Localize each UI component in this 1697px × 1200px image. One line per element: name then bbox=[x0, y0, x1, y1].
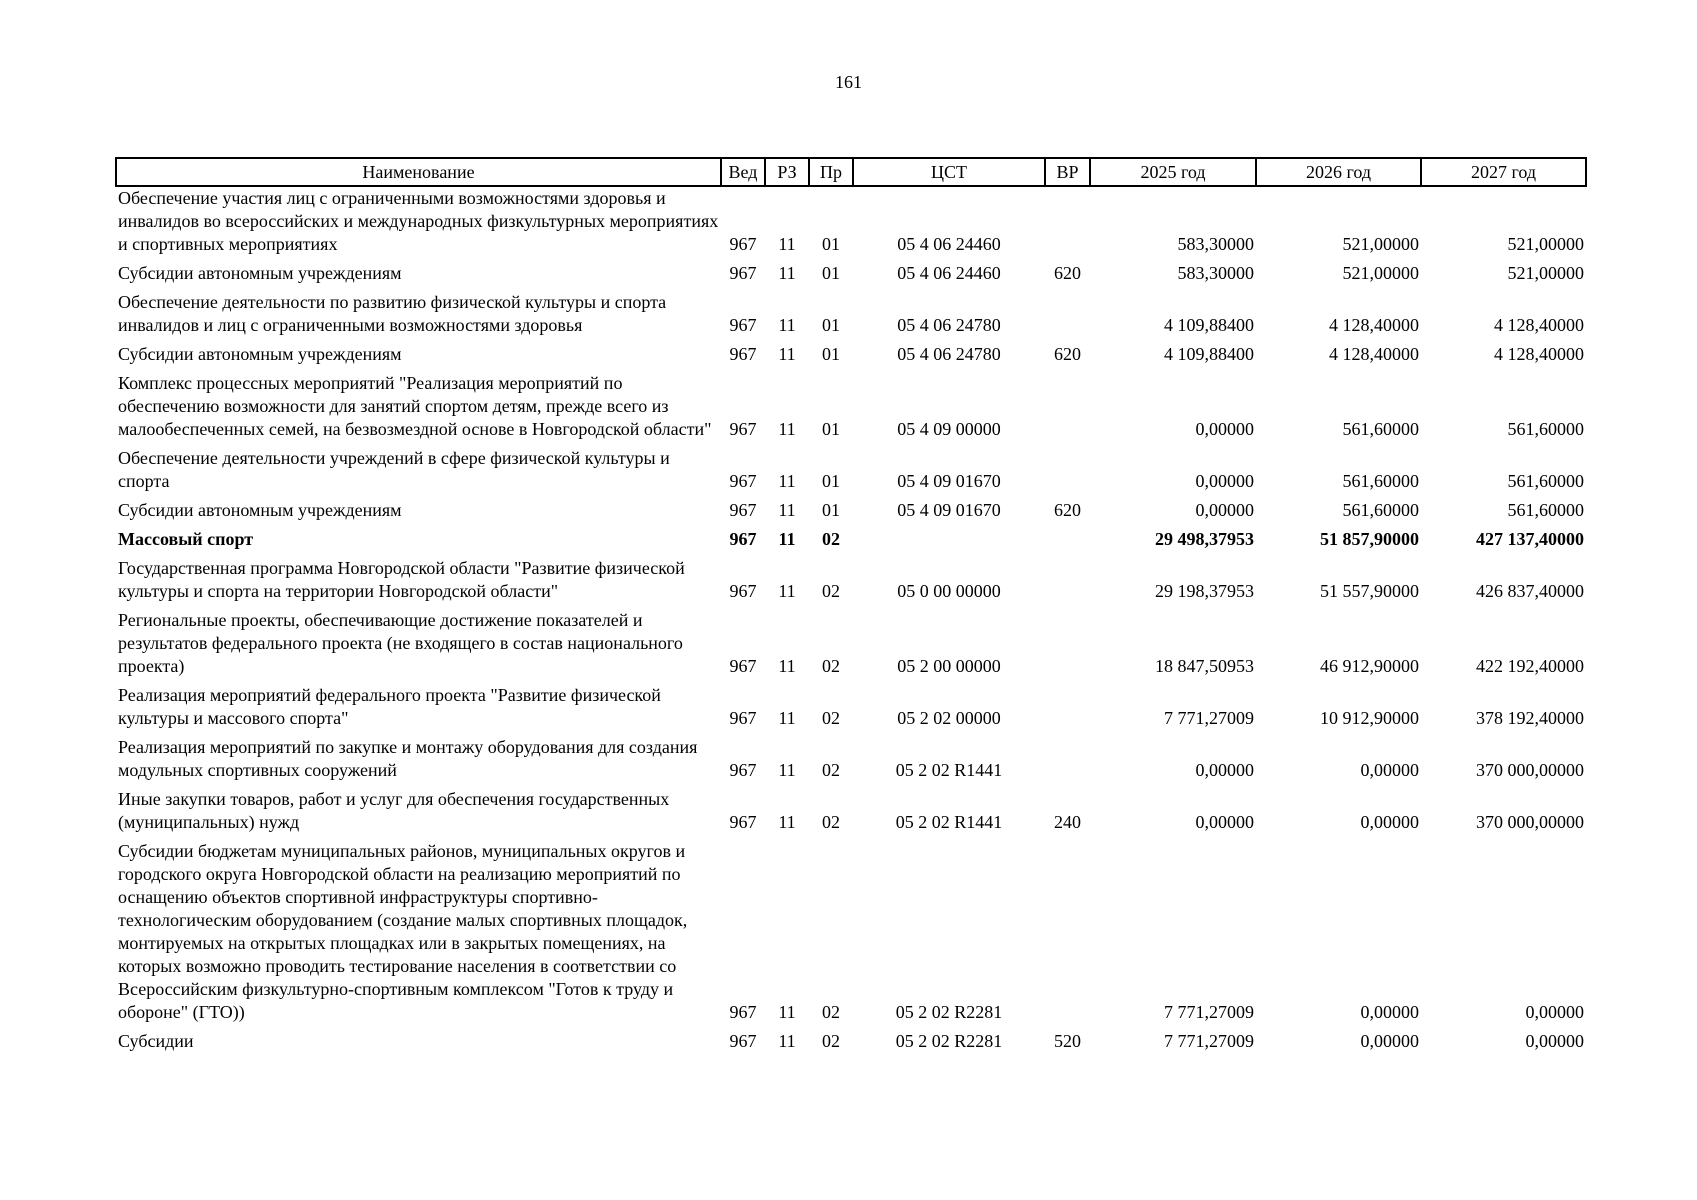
cell-2026: 521,00000 bbox=[1342, 234, 1419, 254]
cell-rz: 11 bbox=[778, 581, 796, 601]
cell-name: Массовый спорт bbox=[118, 529, 254, 549]
cell-vr: 620 bbox=[1054, 263, 1081, 283]
table-row bbox=[116, 840, 1586, 1030]
cell-cst: 05 0 00 00000 bbox=[897, 581, 1001, 601]
cell-pr: 01 bbox=[822, 344, 840, 364]
cell-ved: 967 bbox=[729, 471, 757, 491]
table-body bbox=[116, 186, 1586, 1059]
cell-2025: 583,30000 bbox=[1177, 234, 1254, 254]
cell-cst: 05 2 00 00000 bbox=[897, 656, 1001, 676]
cell-vr bbox=[1045, 684, 1090, 736]
table-row bbox=[116, 291, 1586, 343]
cell-2025: 4 109,88400 bbox=[1164, 315, 1254, 335]
header-vr: ВР bbox=[1045, 158, 1090, 186]
cell-2026: 561,60000 bbox=[1342, 471, 1419, 491]
table-row bbox=[116, 447, 1586, 499]
cell-2027: 0,00000 bbox=[1525, 1002, 1584, 1022]
cell-2027: 422 192,40000 bbox=[1476, 656, 1584, 676]
table-row bbox=[116, 557, 1586, 609]
cell-2027: 370 000,00000 bbox=[1476, 812, 1584, 832]
cell-name: Реализация мероприятий федерального проекта "Развитие физической культуры и массового спорта" bbox=[118, 685, 661, 728]
cell-rz: 11 bbox=[778, 234, 796, 254]
page-number: 161 bbox=[835, 72, 862, 92]
cell-vr bbox=[1045, 447, 1090, 499]
cell-2027: 4 128,40000 bbox=[1494, 344, 1584, 364]
cell-2026: 0,00000 bbox=[1360, 1031, 1419, 1051]
table-row bbox=[116, 262, 1586, 291]
cell-vr bbox=[1045, 840, 1090, 1030]
cell-cst: 05 4 06 24780 bbox=[897, 344, 1001, 364]
cell-vr: 620 bbox=[1054, 500, 1081, 520]
cell-pr: 01 bbox=[822, 471, 840, 491]
cell-ved: 967 bbox=[729, 315, 757, 335]
cell-2025: 0,00000 bbox=[1195, 471, 1254, 491]
cell-name: Субсидии бюджетам муниципальных районов, муниципальных округов и городского округа Новгородской области на реализацию мероприятий по оснащению объектов спортивной инфраструктуры спортивно-технологическим оборудованием (создание малых спортивных площадок, монтируемых на открытых площадках или в закрытых помещениях, на которых возможно проводить тестирование населения в соответствии со Всероссийским физкультурно-спортивным комплексом "Готов к труду и обороне" (ГТО)) bbox=[118, 841, 688, 1022]
cell-name: Комплекс процессных мероприятий "Реализация мероприятий по обеспечению возможности для занятий спортом детям, прежде всего из малообеспеченных семей, на безвозмездной основе в Новгородской области" bbox=[118, 373, 712, 439]
table-row bbox=[116, 528, 1586, 557]
cell-name: Субсидии bbox=[118, 1031, 194, 1051]
cell-2027: 378 192,40000 bbox=[1476, 708, 1584, 728]
cell-2025: 7 771,27009 bbox=[1164, 708, 1254, 728]
cell-vr bbox=[1045, 186, 1090, 262]
cell-2026: 0,00000 bbox=[1360, 812, 1419, 832]
cell-name: Иные закупки товаров, работ и услуг для обеспечения государственных (муниципальных) нужд bbox=[118, 789, 670, 832]
table-row bbox=[116, 788, 1586, 840]
cell-ved: 967 bbox=[729, 812, 757, 832]
cell-2026: 0,00000 bbox=[1360, 760, 1419, 780]
cell-2026: 10 912,90000 bbox=[1320, 708, 1419, 728]
cell-pr: 01 bbox=[822, 234, 840, 254]
header-pr: Пр bbox=[809, 158, 853, 186]
cell-name: Обеспечение деятельности учреждений в сфере физической культуры и спорта bbox=[118, 448, 670, 491]
cell-2027: 521,00000 bbox=[1507, 234, 1584, 254]
table-row bbox=[116, 499, 1586, 528]
cell-ved: 967 bbox=[729, 500, 757, 520]
cell-ved: 967 bbox=[729, 419, 757, 439]
table-row bbox=[116, 186, 1586, 262]
cell-2025: 583,30000 bbox=[1177, 263, 1254, 283]
cell-2025: 7 771,27009 bbox=[1164, 1002, 1254, 1022]
cell-name: Субсидии автономным учреждениям bbox=[118, 344, 402, 364]
cell-ved: 967 bbox=[729, 344, 757, 364]
cell-vr: 520 bbox=[1054, 1031, 1081, 1051]
cell-rz: 11 bbox=[778, 500, 796, 520]
cell-2026: 561,60000 bbox=[1342, 419, 1419, 439]
cell-pr: 02 bbox=[822, 760, 840, 780]
cell-cst: 05 4 06 24460 bbox=[897, 263, 1001, 283]
cell-cst: 05 2 02 R1441 bbox=[895, 812, 1003, 832]
cell-vr bbox=[1045, 557, 1090, 609]
table-row bbox=[116, 1030, 1586, 1059]
cell-2027: 521,00000 bbox=[1507, 263, 1584, 283]
cell-cst: 05 4 06 24460 bbox=[897, 234, 1001, 254]
cell-rz: 11 bbox=[778, 656, 796, 676]
cell-name: Субсидии автономным учреждениям bbox=[118, 263, 402, 283]
cell-ved: 967 bbox=[729, 1002, 757, 1022]
table-row bbox=[116, 343, 1586, 372]
cell-ved: 967 bbox=[729, 529, 757, 549]
cell-vr bbox=[1045, 528, 1090, 557]
cell-name: Субсидии автономным учреждениям bbox=[118, 500, 402, 520]
cell-cst: 05 4 09 00000 bbox=[897, 419, 1001, 439]
cell-vr bbox=[1045, 736, 1090, 788]
cell-vr bbox=[1045, 372, 1090, 447]
cell-name: Государственная программа Новгородской области "Развитие физической культуры и спорта на территории Новгородской области" bbox=[118, 558, 685, 601]
cell-2026: 4 128,40000 bbox=[1329, 315, 1419, 335]
table-row bbox=[116, 609, 1586, 684]
cell-rz: 11 bbox=[778, 760, 796, 780]
cell-cst: 05 4 09 01670 bbox=[897, 500, 1001, 520]
cell-vr: 620 bbox=[1054, 344, 1081, 364]
cell-2026: 561,60000 bbox=[1342, 500, 1419, 520]
cell-rz: 11 bbox=[778, 419, 796, 439]
table-row bbox=[116, 684, 1586, 736]
cell-pr: 02 bbox=[822, 708, 840, 728]
header-cst: ЦСТ bbox=[853, 158, 1045, 186]
cell-2025: 18 847,50953 bbox=[1155, 656, 1254, 676]
cell-pr: 02 bbox=[822, 656, 840, 676]
cell-2025: 0,00000 bbox=[1195, 760, 1254, 780]
cell-2025: 0,00000 bbox=[1195, 812, 1254, 832]
table-row bbox=[116, 372, 1586, 447]
cell-ved: 967 bbox=[729, 234, 757, 254]
cell-pr: 02 bbox=[822, 1031, 840, 1051]
cell-2026: 521,00000 bbox=[1342, 263, 1419, 283]
cell-name: Реализация мероприятий по закупке и монтажу оборудования для создания модульных спортивных сооружений bbox=[118, 737, 698, 780]
cell-ved: 967 bbox=[729, 581, 757, 601]
cell-2027: 427 137,40000 bbox=[1476, 529, 1584, 549]
cell-2025: 29 498,37953 bbox=[1155, 529, 1254, 549]
cell-cst: 05 2 02 R1441 bbox=[895, 760, 1003, 780]
cell-pr: 02 bbox=[822, 581, 840, 601]
cell-ved: 967 bbox=[729, 1031, 757, 1051]
cell-rz: 11 bbox=[778, 1002, 796, 1022]
cell-2027: 561,60000 bbox=[1507, 471, 1584, 491]
cell-2026: 51 557,90000 bbox=[1320, 581, 1419, 601]
cell-name: Обеспечение деятельности по развитию физической культуры и спорта инвалидов и лиц с ограниченными возможностями здоровья bbox=[118, 292, 667, 335]
header-ved: Вед bbox=[721, 158, 765, 186]
cell-name: Обеспечение участия лиц с ограниченными возможностями здоровья и инвалидов во всероссийских и международных физкультурных мероприятиях и спортивных мероприятиях bbox=[118, 188, 719, 254]
header-rz: РЗ bbox=[765, 158, 809, 186]
cell-vr: 240 bbox=[1054, 812, 1081, 832]
cell-rz: 11 bbox=[778, 344, 796, 364]
cell-2027: 561,60000 bbox=[1507, 500, 1584, 520]
cell-pr: 02 bbox=[822, 1002, 840, 1022]
header-2026: 2026 год bbox=[1256, 158, 1421, 186]
cell-cst: 05 2 02 R2281 bbox=[895, 1002, 1003, 1022]
cell-pr: 01 bbox=[822, 419, 840, 439]
cell-vr bbox=[1045, 291, 1090, 343]
header-name: Наименование bbox=[116, 158, 721, 186]
cell-rz: 11 bbox=[778, 529, 796, 549]
cell-rz: 11 bbox=[778, 708, 796, 728]
cell-pr: 02 bbox=[822, 529, 840, 549]
cell-vr bbox=[1045, 609, 1090, 684]
cell-cst: 05 4 06 24780 bbox=[897, 315, 1001, 335]
cell-2027: 0,00000 bbox=[1525, 1031, 1584, 1051]
table-row bbox=[116, 736, 1586, 788]
cell-pr: 01 bbox=[822, 263, 840, 283]
cell-ved: 967 bbox=[729, 263, 757, 283]
cell-ved: 967 bbox=[729, 656, 757, 676]
cell-2026: 46 912,90000 bbox=[1320, 656, 1419, 676]
cell-pr: 02 bbox=[822, 812, 840, 832]
cell-name: Региональные проекты, обеспечивающие достижение показателей и результатов федерального проекта (не входящего в состав национального проекта) bbox=[118, 610, 683, 676]
cell-cst: 05 2 02 R2281 bbox=[895, 1031, 1003, 1051]
cell-rz: 11 bbox=[778, 263, 796, 283]
cell-2027: 561,60000 bbox=[1507, 419, 1584, 439]
cell-ved: 967 bbox=[729, 708, 757, 728]
cell-2025: 0,00000 bbox=[1195, 419, 1254, 439]
cell-cst: 05 2 02 00000 bbox=[897, 708, 1001, 728]
cell-2025: 0,00000 bbox=[1195, 500, 1254, 520]
budget-table bbox=[115, 157, 1587, 1059]
cell-2027: 426 837,40000 bbox=[1476, 581, 1584, 601]
cell-pr: 01 bbox=[822, 500, 840, 520]
cell-cst bbox=[853, 528, 1045, 557]
cell-2027: 370 000,00000 bbox=[1476, 760, 1584, 780]
header-2027: 2027 год bbox=[1421, 158, 1586, 186]
cell-rz: 11 bbox=[778, 315, 796, 335]
cell-cst: 05 4 09 01670 bbox=[897, 471, 1001, 491]
cell-2025: 7 771,27009 bbox=[1164, 1031, 1254, 1051]
header-2025: 2025 год bbox=[1090, 158, 1256, 186]
cell-rz: 11 bbox=[778, 471, 796, 491]
cell-2026: 4 128,40000 bbox=[1329, 344, 1419, 364]
cell-rz: 11 bbox=[778, 1031, 796, 1051]
cell-ved: 967 bbox=[729, 760, 757, 780]
cell-2025: 4 109,88400 bbox=[1164, 344, 1254, 364]
cell-2027: 4 128,40000 bbox=[1494, 315, 1584, 335]
cell-2026: 0,00000 bbox=[1360, 1002, 1419, 1022]
table-header-row bbox=[116, 158, 1586, 186]
cell-rz: 11 bbox=[778, 812, 796, 832]
cell-2026: 51 857,90000 bbox=[1320, 529, 1419, 549]
cell-pr: 01 bbox=[822, 315, 840, 335]
cell-2025: 29 198,37953 bbox=[1155, 581, 1254, 601]
